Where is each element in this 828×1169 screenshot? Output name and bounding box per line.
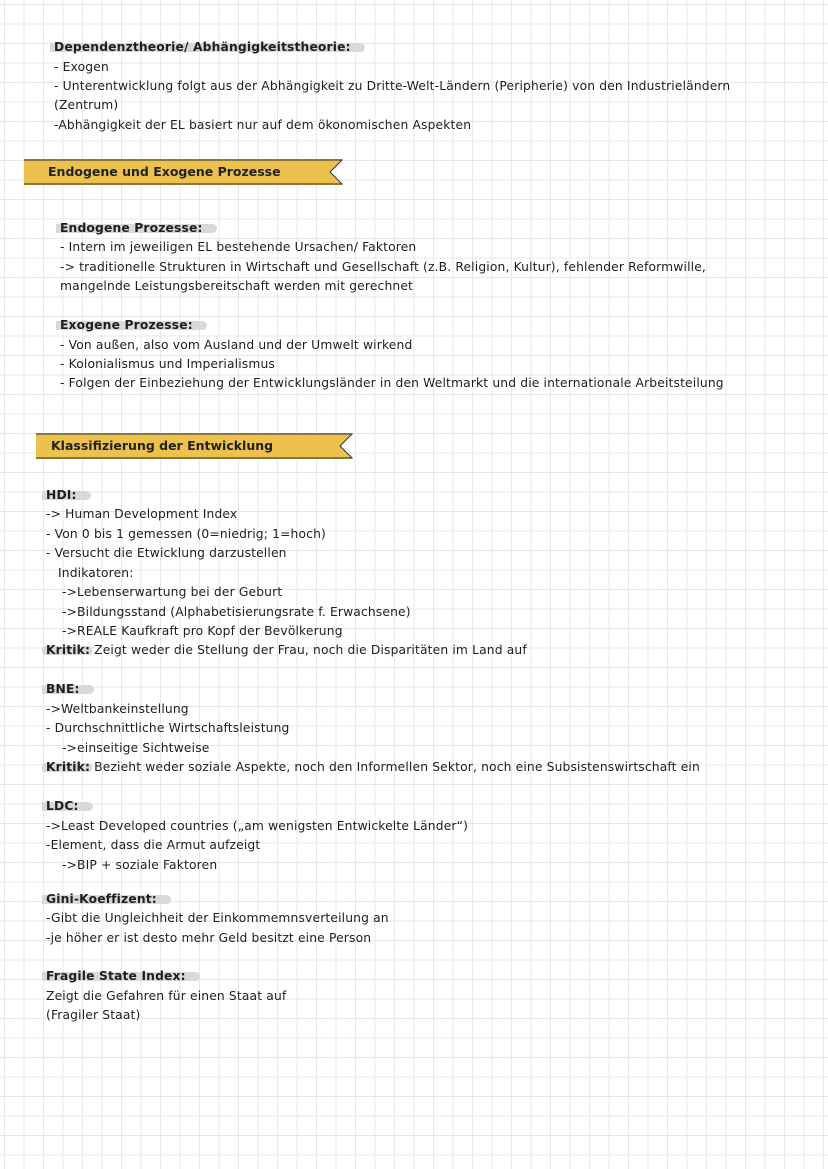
gini-title: Gini-Koeffizent:: [46, 892, 157, 906]
bne-title: BNE:: [46, 682, 80, 696]
section-title-klassifizierung: Klassifizierung der Entwicklung: [51, 438, 274, 453]
exogen-title: Exogene Prozesse:: [60, 318, 193, 332]
endogen-title: Endogene Prozesse:: [60, 221, 203, 235]
bne-line: - Durchschnittliche Wirtschaftsleistung: [46, 721, 290, 735]
fsi-title: Fragile State Index:: [46, 969, 186, 983]
ldc-line: -Element, dass die Armut aufzeigt: [46, 838, 261, 852]
ldc-line: ->BIP + soziale Faktoren: [62, 858, 218, 872]
endogen-line: - Intern im jeweiligen EL bestehende Ursachen/ Faktoren: [60, 240, 417, 254]
bne-line: ->einseitige Sichtweise: [62, 741, 210, 755]
hdi-line: - Versucht die Etwicklung darzustellen: [46, 546, 287, 560]
hdi-indicator: ->REALE Kaufkraft pro Kopf der Bevölkerung: [62, 624, 343, 638]
gini-line: -Gibt die Ungleichheit der Einkommemnsverteilung an: [46, 911, 389, 925]
hdi-line: - Von 0 bis 1 gemessen (0=niedrig; 1=hoch): [46, 527, 326, 541]
dependenz-line: (Zentrum): [54, 98, 119, 112]
exogen-line: - Folgen der Einbeziehung der Entwicklungsländer in den Weltmarkt und die internationale Arbeitsteilung: [60, 376, 724, 390]
dependenz-line: - Exogen: [54, 60, 109, 74]
hdi-title: HDI:: [46, 488, 77, 502]
exogen-line: - Kolonialismus und Imperialismus: [60, 357, 275, 371]
exogen-line: - Von außen, also vom Ausland und der Umwelt wirkend: [60, 338, 413, 352]
fsi-line: (Fragiler Staat): [46, 1008, 141, 1022]
hdi-line: -> Human Development Index: [46, 507, 238, 521]
hdi-indicator: ->Lebenserwartung bei der Geburt: [62, 585, 283, 599]
gini-line: -je höher er ist desto mehr Geld besitzt eine Person: [46, 931, 372, 945]
hdi-kritik: Kritik: Zeigt weder die Stellung der Frau, noch die Disparitäten im Land auf: [46, 643, 527, 657]
section-title-endogen-exogen: Endogene und Exogene Prozesse: [48, 164, 281, 179]
hdi-indicator: ->Bildungsstand (Alphabetisierungsrate f. Erwachsene): [62, 605, 411, 619]
dependenz-title: Dependenztheorie/ Abhängigkeitstheorie:: [54, 40, 351, 54]
endogen-line: -> traditionelle Strukturen in Wirtschaft und Gesellschaft (z.B. Religion, Kultur), fehlender Reformwille,: [60, 260, 706, 274]
bne-line: ->Weltbankeinstellung: [46, 702, 189, 716]
dependenz-line: - Unterentwicklung folgt aus der Abhängigkeit zu Dritte-Welt-Ländern (Peripherie) von den Industrieländern: [54, 79, 731, 93]
hdi-line: Indikatoren:: [58, 566, 134, 580]
endogen-line: mangelnde Leistungsbereitschaft werden mit gerechnet: [60, 279, 414, 293]
bne-kritik: Kritik: Bezieht weder soziale Aspekte, noch den Informellen Sektor, noch eine Subsistenswirtschaft ein: [46, 760, 700, 774]
ldc-line: ->Least Developed countries („am wenigsten Entwickelte Länder“): [46, 819, 469, 833]
fsi-line: Zeigt die Gefahren für einen Staat auf: [46, 989, 287, 1003]
dependenz-line: -Abhängigkeit der EL basiert nur auf dem ökonomischen Aspekten: [54, 118, 472, 132]
ldc-title: LDC:: [46, 799, 79, 813]
